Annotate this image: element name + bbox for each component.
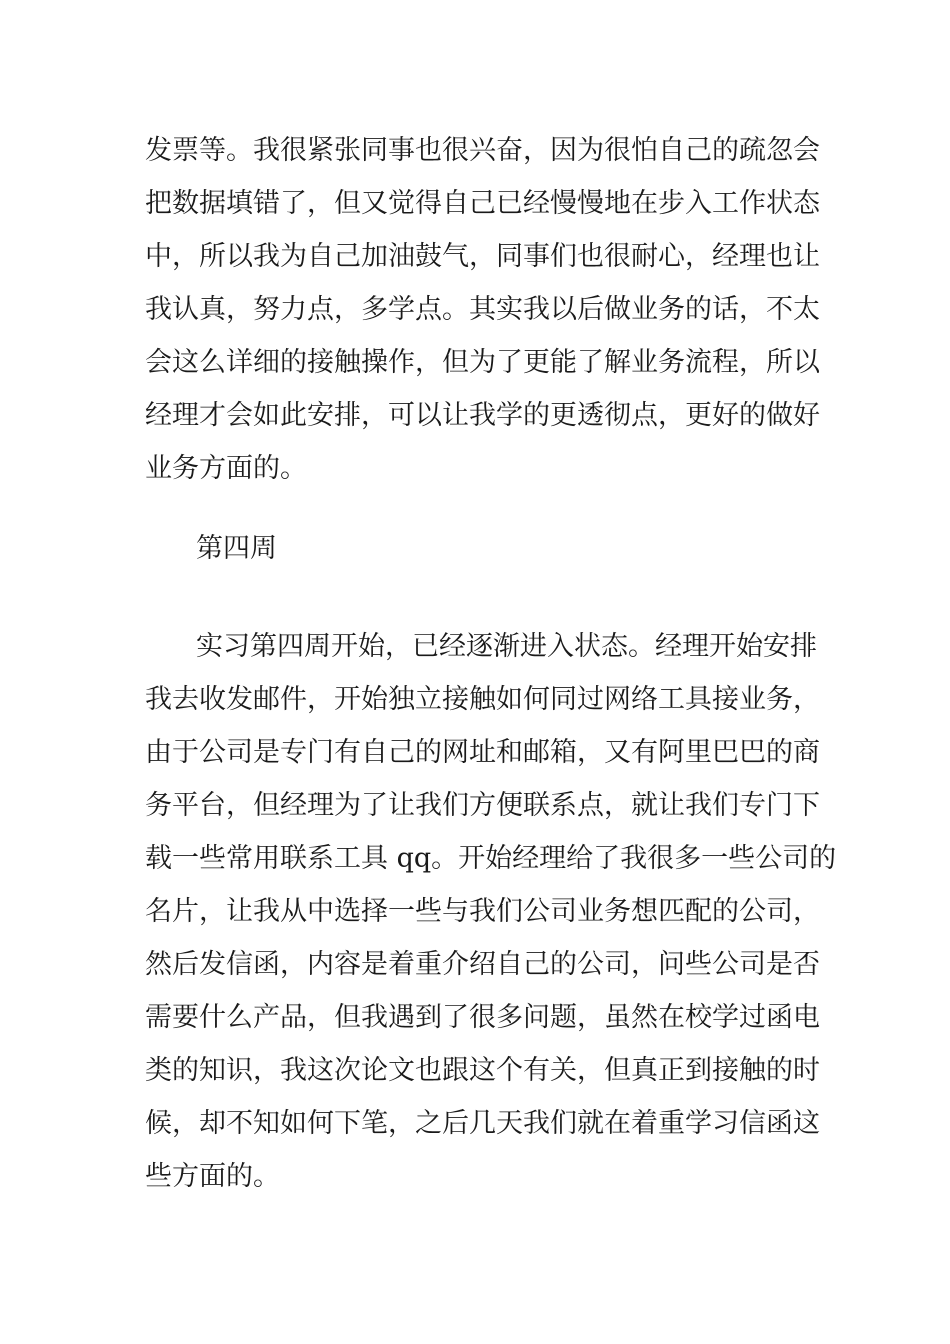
paragraph-line: 务平台，但经理为了让我们方便联系点，就让我们专门下 — [145, 790, 820, 821]
paragraph-line: 些方面的。 — [145, 1161, 280, 1192]
paragraph-line: 候，却不知如何下笔，之后几天我们就在着重学习信函这 — [145, 1108, 820, 1139]
section-heading: 第四周 — [196, 533, 277, 564]
paragraph-line: 中，所以我为自己加油鼓气，同事们也很耐心，经理也让 — [145, 241, 820, 272]
paragraph-line: 名片，让我从中选择一些与我们公司业务想匹配的公司， — [145, 896, 820, 927]
paragraph-line: 我去收发邮件，开始独立接触如何同过网络工具接业务， — [145, 684, 820, 715]
paragraph-line: 我认真，努力点，多学点。其实我以后做业务的话，不太 — [145, 294, 820, 325]
paragraph-line: 需要什么产品，但我遇到了很多问题，虽然在校学过函电 — [145, 1002, 820, 1033]
paragraph-line: 业务方面的。 — [145, 453, 307, 484]
paragraph-line: 把数据填错了，但又觉得自己已经慢慢地在步入工作状态 — [145, 188, 820, 219]
paragraph-line: 类的知识，我这次论文也跟这个有关，但真正到接触的时 — [145, 1055, 820, 1086]
paragraph-1 — [145, 124, 820, 495]
paragraph-line: 会这么详细的接触操作，但为了更能了解业务流程，所以 — [145, 347, 820, 378]
paragraph-line: 发票等。我很紧张同事也很兴奋，因为很怕自己的疏忽会 — [145, 135, 820, 166]
paragraph-line: 经理才会如此安排，可以让我学的更透彻点，更好的做好 — [145, 400, 820, 431]
paragraph-line: 实习第四周开始，已经逐渐进入状态。经理开始安排 — [196, 631, 817, 662]
paragraph-line: 载一些常用联系工具 qq。开始经理给了我很多一些公司的 — [145, 843, 837, 874]
paragraph-line: 由于公司是专门有自己的网址和邮箱，又有阿里巴巴的商 — [145, 737, 820, 768]
paragraph-2 — [145, 620, 837, 1203]
paragraph-line: 然后发信函，内容是着重介绍自己的公司，问些公司是否 — [145, 949, 820, 980]
